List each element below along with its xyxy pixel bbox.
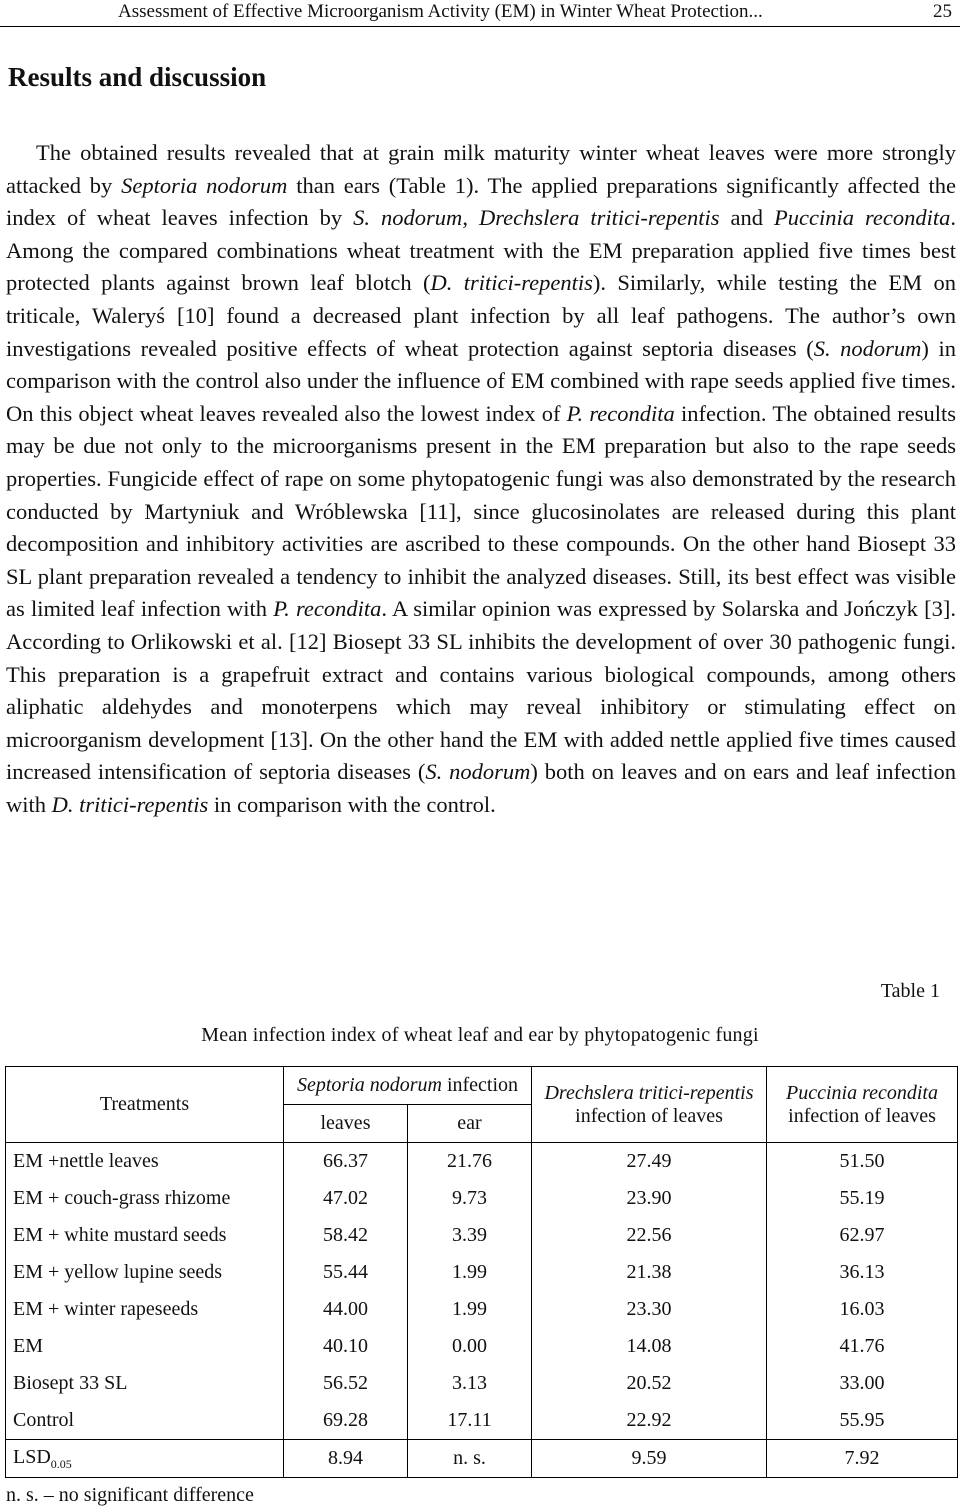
lsd-drechslera: 9.59 (532, 1440, 767, 1478)
header-drechslera (532, 1067, 767, 1143)
page-number: 25 (933, 1, 952, 22)
table-body (6, 1143, 958, 1478)
text-run: infection. The obtained results may be due not only to the microorganisms present in the EM preparation but also to the rape seeds properties. Fungicide effect of rape on some phytopatogenic fungi was also demonstrated by the research conducted by Martyniuk and Wróblewska [11], since glucosinolates are released during this plant decomposition and inhibitory activities are ascribed to these compounds. On the other hand Biosept 33 SL plant preparation revealed a tendency to inhibit the analyzed diseases. Still, its best effect was visible as limited leaf infection with (6, 400, 956, 622)
species-name: P. recondita (273, 596, 382, 622)
species-name: P. recondita (566, 400, 675, 426)
table-row (6, 1365, 958, 1402)
drechslera-value: 22.92 (532, 1402, 767, 1440)
lsd-subscript: 0.05 (50, 1456, 72, 1471)
treatment-cell: EM + winter rapeseeds (6, 1291, 284, 1328)
body-paragraph (6, 137, 956, 821)
text-run: and (719, 205, 774, 231)
leaves-value: 69.28 (284, 1402, 408, 1440)
leaves-value: 56.52 (284, 1365, 408, 1402)
table-row (6, 1328, 958, 1365)
text-run: than ears (Table 1). The applied preparations significantly affected the index of wheat leaves infection by (6, 172, 957, 231)
leaves-value: 47.02 (284, 1180, 408, 1217)
puccinia-value: 55.19 (767, 1180, 958, 1217)
puccinia-suffix: infection of leaves (788, 1104, 936, 1127)
ear-value: 17.11 (408, 1402, 532, 1440)
puccinia-value: 36.13 (767, 1254, 958, 1291)
table-row (6, 1217, 958, 1254)
table-row (6, 1402, 958, 1440)
species-name: S. nodorum (425, 759, 531, 785)
text-run: ) in comparison with the control also under the influence of EM combined with rape seeds applied five times. On this object wheat leaves revealed also the lowest index of (6, 335, 956, 426)
species-name: S. nodorum (353, 205, 463, 231)
species-name: S. nodorum (813, 335, 922, 361)
table-label: Table 1 (880, 980, 940, 1002)
table-caption: Mean infection index of wheat leaf and ear by phytopatogenic fungi (201, 1024, 759, 1046)
treatment-cell: EM + white mustard seeds (6, 1217, 284, 1254)
ear-value: 3.13 (408, 1365, 532, 1402)
text-run: . Among the compared combinations wheat treatment with the EM preparation applied five times best protected plants against brown leaf blotch ( (6, 205, 956, 296)
leaves-value: 44.00 (284, 1291, 408, 1328)
treatment-cell: Biosept 33 SL (6, 1365, 284, 1402)
drechslera-value: 21.38 (532, 1254, 767, 1291)
lsd-label: LSD (13, 1445, 51, 1468)
treatment-cell: EM +nettle leaves (6, 1143, 284, 1181)
leaves-value: 40.10 (284, 1328, 408, 1365)
treatment-cell: EM + couch-grass rhizome (6, 1180, 284, 1217)
puccinia-value: 33.00 (767, 1365, 958, 1402)
septoria-suffix: infection (441, 1074, 519, 1096)
table-footnote: n. s. – no significant difference (6, 1484, 254, 1506)
lsd-leaves: 8.94 (284, 1440, 408, 1478)
text-run: The obtained results revealed that at grain milk maturity winter wheat leaves were more strongly attacked by (6, 140, 956, 198)
puccinia-value: 55.95 (767, 1402, 958, 1440)
lsd-label-cell (6, 1440, 284, 1478)
ear-value: 1.99 (408, 1254, 532, 1291)
treatment-cell: EM (6, 1328, 284, 1365)
septoria-species: Septoria nodorum (296, 1074, 442, 1096)
species-name: D. tritici-repentis (51, 791, 209, 817)
puccinia-species: Puccinia recondita (786, 1081, 938, 1104)
puccinia-value: 51.50 (767, 1143, 958, 1181)
drechslera-suffix: infection of leaves (575, 1104, 723, 1127)
table-row (6, 1180, 958, 1217)
text-run: ) both on leaves and on ears and leaf infection with (6, 759, 956, 817)
leaves-value: 55.44 (284, 1254, 408, 1291)
treatment-cell: Control (6, 1402, 284, 1440)
table-row (6, 1254, 958, 1291)
lsd-ear: n. s. (408, 1440, 532, 1478)
lsd-puccinia: 7.92 (767, 1440, 958, 1478)
ear-value: 9.73 (408, 1180, 532, 1217)
ear-value: 3.39 (408, 1217, 532, 1254)
drechslera-value: 20.52 (532, 1365, 767, 1402)
drechslera-value: 14.08 (532, 1328, 767, 1365)
table-row (6, 1291, 958, 1328)
text-run: in comparison with the control. (208, 791, 496, 817)
header-ear: ear (408, 1105, 532, 1143)
drechslera-value: 27.49 (532, 1143, 767, 1181)
ear-value: 1.99 (408, 1291, 532, 1328)
species-name: Septoria nodorum (121, 172, 288, 198)
section-title: Results and discussion (8, 62, 267, 92)
lsd-row (6, 1440, 958, 1478)
puccinia-value: 16.03 (767, 1291, 958, 1328)
running-header (0, 0, 960, 27)
species-name: Drechslera tritici-repentis (478, 205, 720, 231)
drechslera-value: 23.30 (532, 1291, 767, 1328)
drechslera-species: Drechslera tritici-repentis (544, 1081, 754, 1104)
ear-value: 21.76 (408, 1143, 532, 1181)
leaves-value: 66.37 (284, 1143, 408, 1181)
drechslera-value: 23.90 (532, 1180, 767, 1217)
species-name: D. tritici-repentis (430, 270, 593, 296)
puccinia-value: 41.76 (767, 1328, 958, 1365)
table-row (6, 1143, 958, 1181)
header-septoria (284, 1067, 532, 1105)
running-title: Assessment of Effective Microorganism Activity (EM) in Winter Wheat Protection... (118, 1, 763, 22)
text-run: ). Similarly, while testing the EM on triticale, Waleryś [10] found a decreased plant infection by all leaf pathogens. The author’s own investigations revealed positive effects of wheat protection against septoria diseases ( (6, 270, 956, 361)
leaves-value: 58.42 (284, 1217, 408, 1254)
text-run: . A similar opinion was expressed by Solarska and Jończyk [3]. According to Orlikowski et al. [12] Biosept 33 SL inhibits the development of over 30 pathogenic fungi. This preparation is a grapefruit extract and contains various biological compounds, among others aliphatic aldehydes and monoterpens which may reveal inhibitory or stimulating effect on microorganism development [13]. On the other hand the EM with added nettle applied five times caused increased intensification of septoria diseases ( (6, 596, 956, 785)
results-table (5, 1066, 958, 1478)
header-puccinia (767, 1067, 958, 1143)
puccinia-value: 62.97 (767, 1217, 958, 1254)
text-run: , (462, 205, 479, 231)
drechslera-value: 22.56 (532, 1217, 767, 1254)
header-treatments: Treatments (6, 1067, 284, 1143)
treatment-cell: EM + yellow lupine seeds (6, 1254, 284, 1291)
species-name: Puccinia recondita (774, 205, 951, 231)
ear-value: 0.00 (408, 1328, 532, 1365)
header-leaves: leaves (284, 1105, 408, 1143)
